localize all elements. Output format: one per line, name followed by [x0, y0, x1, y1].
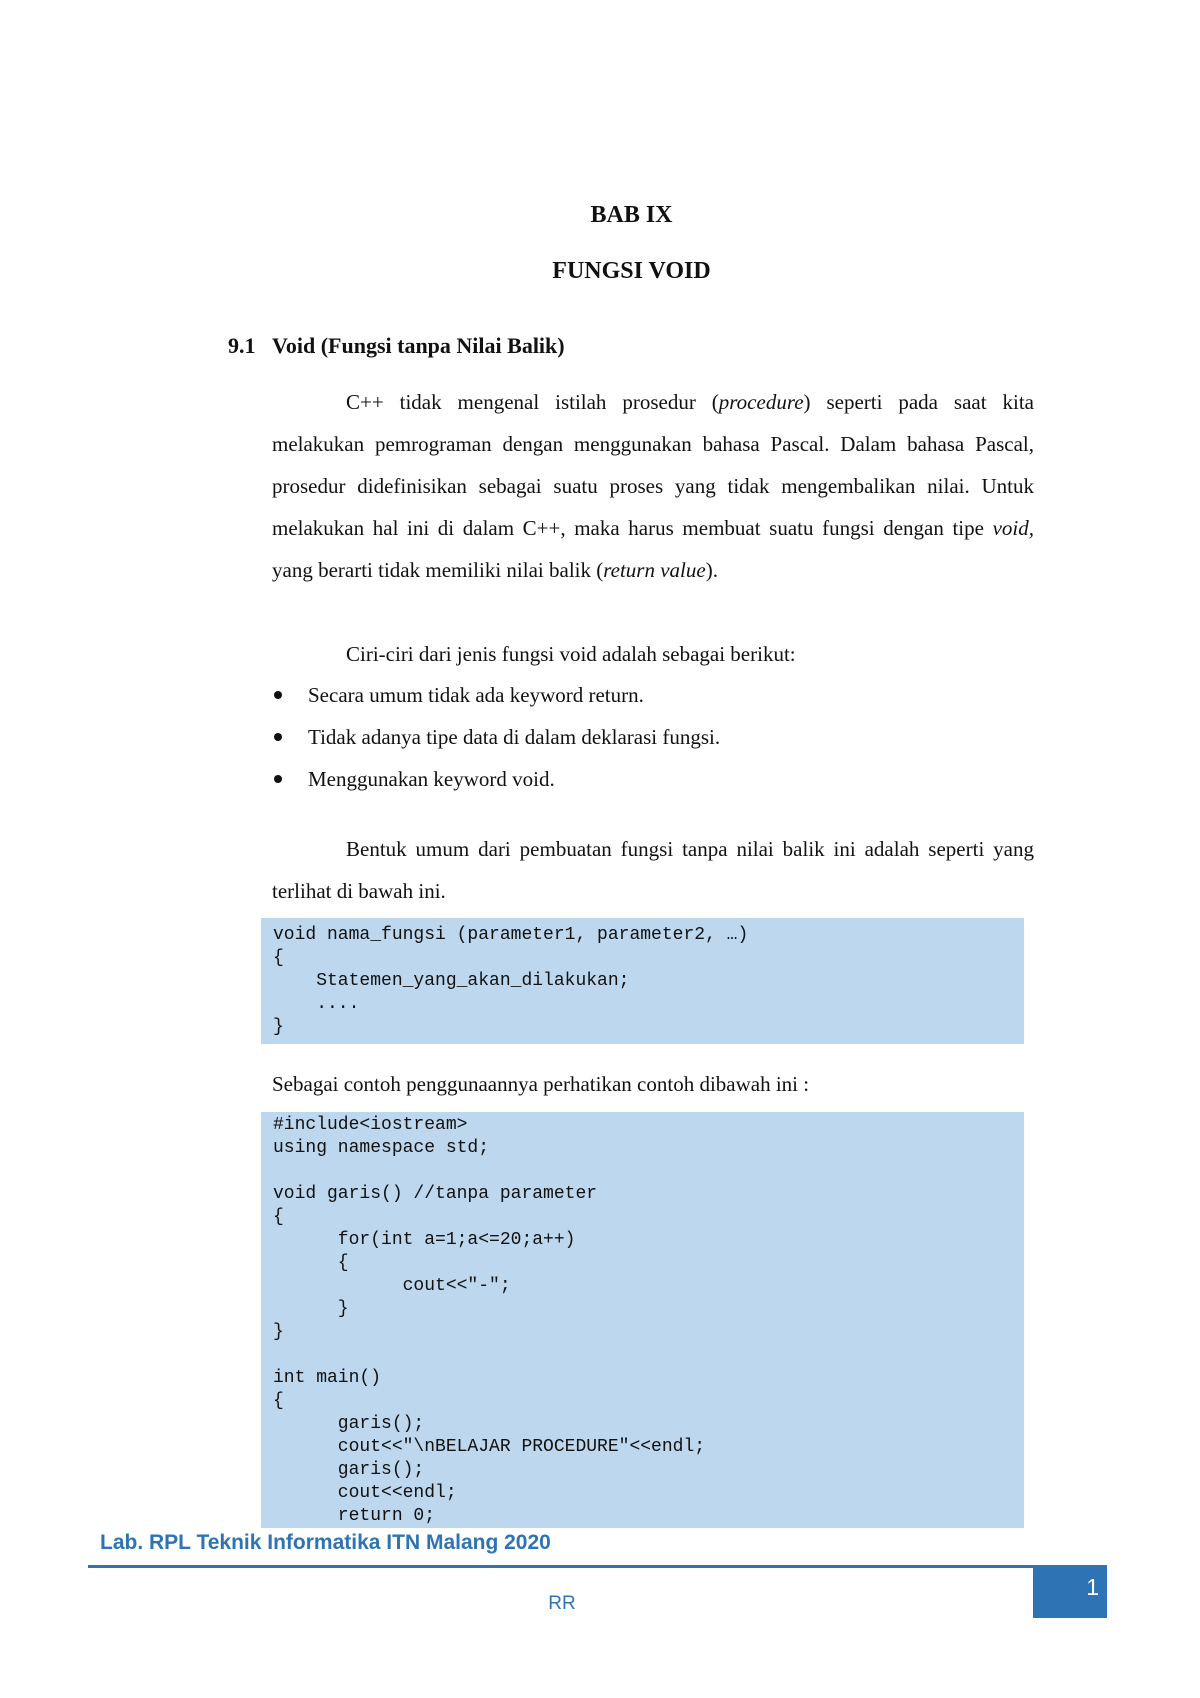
paragraph-text: ) seperti pada saat kita melakukan pemrograman dengan menggunakan bahasa Pascal. Dalam bahasa Pascal, prosedur didefinisikan sebagai suatu proses yang tidak mengembalikan nilai. Untuk melakukan hal ini di dalam C++, maka harus membuat suatu fungsi dengan tipe	[272, 390, 1035, 540]
syntax-code: void nama_fungsi (parameter1, parameter2, …) { Statemen_yang_akan_dilakukan; .... }	[273, 925, 749, 1037]
footer-divider	[88, 1565, 1033, 1568]
syntax-code-block	[261, 918, 1024, 1044]
section-title: Void (Fungsi tanpa Nilai Balik)	[272, 333, 565, 358]
list-item-text: Menggunakan keyword void.	[308, 767, 555, 791]
example-code: #include<iostream> using namespace std; void garis() //tanpa parameter { for(int a=1;a<=20;a++) { cout<<"-"; } } int main() { garis(); cout<<"\nBELAJAR PROCEDURE"<<endl; garis(); cout<<endl; return 0;	[273, 1115, 706, 1526]
paragraph-italic-term: return value	[603, 558, 706, 582]
bullet-icon	[274, 691, 282, 699]
list-item-text: Tidak adanya tipe data di dalam deklarasi fungsi.	[308, 725, 721, 749]
chapter-number: BAB IX	[590, 202, 673, 228]
example-code-block	[261, 1112, 1024, 1528]
paragraph-text: yang berarti tidak memiliki nilai balik (	[272, 558, 604, 582]
list-item	[272, 758, 720, 800]
characteristics-intro: Ciri-ciri dari jenis fungsi void adalah sebagai berikut:	[346, 642, 796, 666]
list-item	[272, 674, 720, 716]
bullet-icon	[274, 733, 282, 741]
chapter-title: FUNGSI VOID	[552, 258, 711, 284]
characteristics-list	[272, 674, 720, 800]
intro-paragraph	[272, 381, 1034, 591]
list-item-text: Secara umum tidak ada keyword return.	[308, 683, 644, 707]
section-heading	[228, 333, 565, 359]
footer-initials: RR	[548, 1593, 576, 1614]
list-item	[272, 716, 720, 758]
page-number: 1	[1033, 1565, 1107, 1618]
section-number: 9.1	[228, 333, 256, 358]
paragraph-italic-term: void,	[992, 516, 1034, 540]
bullet-icon	[274, 775, 282, 783]
paragraph-text: C++ tidak mengenal istilah prosedur (	[346, 390, 719, 414]
example-intro: Sebagai contoh penggunaannya perhatikan contoh dibawah ini :	[272, 1072, 810, 1096]
footer-lab-name: Lab. RPL Teknik Informatika ITN Malang 2020	[100, 1531, 551, 1554]
paragraph-text: Bentuk umum dari pembuatan fungsi tanpa nilai balik ini adalah seperti yang terlihat di bawah ini.	[272, 837, 1034, 903]
paragraph-italic-term: procedure	[718, 390, 804, 414]
paragraph-text: ).	[705, 558, 718, 582]
general-form-paragraph	[272, 828, 1034, 912]
